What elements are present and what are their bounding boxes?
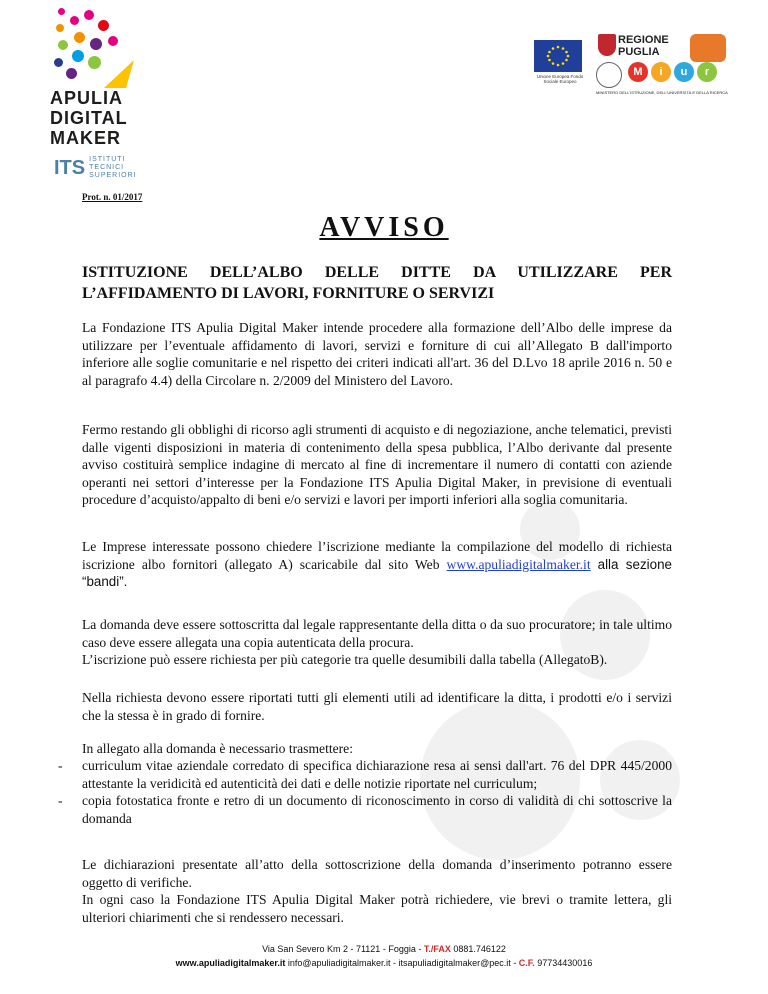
miur-caption: MINISTERO DELL'ISTRUZIONE, DELL'UNIVERSITÀ E DELLA RICERCA bbox=[596, 90, 728, 95]
its-logo bbox=[54, 156, 137, 180]
list-dash: - bbox=[58, 793, 63, 808]
paragraph-7: In allegato alla domanda è necessario trasmettere: bbox=[82, 741, 353, 756]
paragraph-3-tail: alla sezione “bandi”. bbox=[82, 556, 672, 589]
regione-shield-icon bbox=[598, 34, 616, 56]
paragraph-4: La domanda deve essere sottoscritta dal legale rappresentante della ditta o da suo procuratore; in tale ultimo caso deve essere allegata una copia autenticata della procura. bbox=[82, 617, 672, 650]
its-caption: ISTITUTI TECNICI SUPERIORI bbox=[89, 156, 137, 179]
document-title: AVVISO bbox=[319, 212, 449, 243]
republic-emblem-icon bbox=[596, 62, 622, 88]
list-item-text: copia fotostatica fronte e retro di un documento di riconoscimento in corso di validità di chi sottoscrive la domanda bbox=[82, 793, 672, 826]
brand-line-3: MAKER bbox=[50, 128, 121, 148]
eu-stars-icon bbox=[534, 40, 582, 72]
regione-puglia-logo bbox=[598, 28, 678, 64]
paragraph-3 bbox=[82, 538, 672, 591]
regione-text: REGIONE PUGLIA bbox=[618, 34, 669, 58]
paragraph-6: Nella richiesta devono essere riportati tutti gli elementi utili ad identificare la ditta, i prodotti e/o i servizi che la stessa è in grado di fornire. bbox=[82, 690, 672, 723]
miur-letter: u bbox=[674, 62, 694, 82]
list-item bbox=[58, 757, 672, 792]
list-dash: - bbox=[58, 758, 63, 773]
footer-contacts: www.apuliadigitalmaker.it info@apuliadigitalmaker.it - itsapuliadigitalmaker@pec.it - C.F. 97734430016 bbox=[175, 958, 593, 968]
paragraph-9: In ogni caso la Fondazione ITS Apulia Digital Maker potrà richiedere, vie brevi o tramite lettera, gli ulteriori chiarimenti che si rendessero necessari. bbox=[82, 892, 672, 925]
puglia-badge-icon bbox=[690, 34, 726, 62]
miur-letter: r bbox=[697, 62, 717, 82]
website-link[interactable]: www.apuliadigitalmaker.it bbox=[446, 556, 591, 572]
paragraph-2: Fermo restando gli obblighi di ricorso agli strumenti di acquisto e di negoziazione, anche telematici, previsti dalle vigenti disposizioni in materia di contenimento della spesa pubblica, l’Albo derivante dal presente avviso costituirà semplice indagine di mercato al fine di incrementare il numero di contatti con aziende operanti nei settori d’interesse per la Fondazione ITS Apulia Digital Maker, in previsione di eventuali procedure d’acquisto/appalto di beni e/o servizi e lavori per importi inferiori alla soglia comunitaria. bbox=[82, 422, 672, 507]
protocol-number: Prot. n. 01/2017 bbox=[82, 192, 143, 202]
paragraph-5: L’iscrizione può essere richiesta per più categorie tra quelle desumibili dalla tabella (AllegatoB). bbox=[82, 652, 608, 667]
brand-line-2: DIGITAL bbox=[50, 108, 128, 128]
footer-website[interactable]: www.apuliadigitalmaker.it bbox=[175, 958, 286, 968]
eu-caption: Unione Europea Fondo Sociale Europeo bbox=[536, 74, 584, 84]
its-mark: ITS bbox=[54, 156, 86, 179]
brand-line-1: APULIA bbox=[50, 88, 123, 108]
miur-letter: i bbox=[651, 62, 671, 82]
attachments-list bbox=[58, 757, 672, 827]
miur-logo bbox=[628, 62, 717, 82]
arrow-mark-icon bbox=[104, 60, 134, 88]
paragraph-1: La Fondazione ITS Apulia Digital Maker intende procedere alla formazione dell’Albo delle imprese da utilizzare per l’eventuale affidamento di lavori, servizi e forniture di cui all’Allegato B dall'importo inferiore alle soglie comunitarie e nel rispetto dei criteri indicati all'art. 36 del D.Lvo 18 aprile 2016 n. 50 e al paragrafo 4.4) della Circolare n. 2/2009 del Ministero del Lavoro. bbox=[82, 320, 672, 388]
paragraph-3-text: Le Imprese interessate possono chiedere l’iscrizione mediante la compilazione del modello di richiesta iscrizione albo fornitori (allegato A) scaricabile dal sito Web bbox=[82, 539, 672, 572]
eu-flag-logo bbox=[534, 40, 582, 72]
list-item bbox=[58, 792, 672, 827]
apulia-digital-maker-logo bbox=[50, 8, 190, 188]
paragraph-8: Le dichiarazioni presentate all’atto della sottoscrizione della domanda d’inserimento potranno essere oggetto di verifiche. bbox=[82, 857, 672, 890]
list-item-text: curriculum vitae aziendale corredato di specifica dichiarazione resa ai sensi dall'art. 76 del DPR 445/2000 attestante la veridicità ed autenticità dei dati e delle notizie riportate nel curriculum; bbox=[82, 758, 672, 791]
footer-address: Via San Severo Km 2 - 71121 - Foggia - T./FAX 0881.746122 bbox=[262, 944, 506, 954]
document-heading: ISTITUZIONE DELL’ALBO DELLE DITTE DA UTILIZZARE PER L’AFFIDAMENTO DI LAVORI, FORNITURE O SERVIZI bbox=[82, 264, 672, 302]
miur-letter: M bbox=[628, 62, 648, 82]
